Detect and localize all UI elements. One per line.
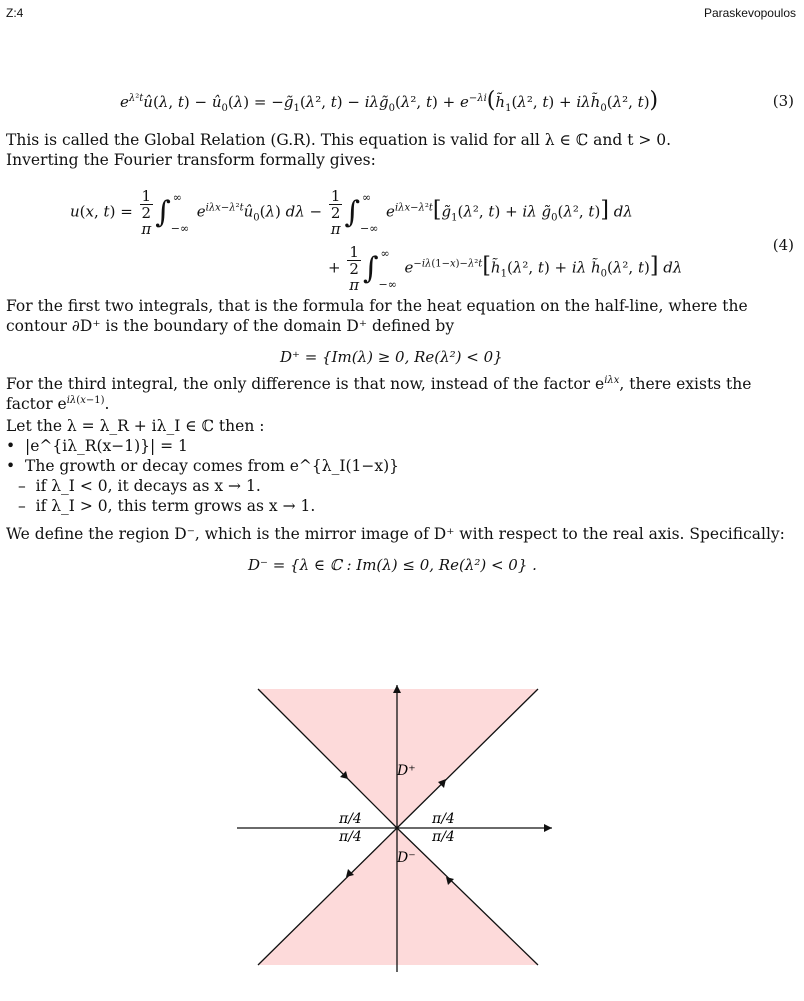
running-header-author: Paraskevopoulos — [703, 6, 796, 20]
angle-label: π/4 — [339, 811, 362, 827]
running-header-left: Z:4 — [6, 6, 24, 20]
paragraph-define-region: We define the region D⁻, which is the mirror image of D⁺ with respect to the real axis. Specifically: — [6, 525, 785, 543]
angle-label: π/4 — [432, 829, 455, 845]
dplus-label: D⁺ — [397, 763, 416, 779]
list-item: – if λ_I < 0, it decays as x → 1. — [18, 477, 261, 495]
equation-4-line-2: + 1 2 π ∫ ∞ −∞ $e^{-i\lambda(1-x)-\lambda^2t}[h̃_1(\lambda^2$, t) + iλ $h̃_0(\lambda^2$, t)] dλ — [328, 243, 683, 294]
dminus-label: D⁻ — [397, 850, 416, 866]
angle-label: π/4 — [432, 811, 455, 827]
dplus-region — [258, 689, 538, 828]
paragraph-inverting: Inverting the Fourier transform formally gives: — [6, 151, 376, 169]
paragraph-first-two-integrals: For the first two integrals, that is the formula for the heat equation on the half-line, where the contour ∂D⁺ is the boundary of the domain D⁺ defined by — [6, 297, 748, 335]
list-item: • |e^{iλ_R(x−1)}| = 1 — [6, 437, 188, 455]
dminus-definition: D⁻ = {λ ∈ ℂ : Im(λ) ≤ 0, Re(λ²) < 0} . — [248, 556, 537, 574]
equation-3-number: (3) — [772, 92, 794, 110]
list-item: • The growth or decay comes from e^{λ_I(1−x)} — [6, 457, 399, 475]
paragraph-let-lambda: Let the λ = λ_R + iλ_I ∈ ℂ then : — [6, 417, 265, 435]
equation-4-number: (4) — [772, 236, 794, 254]
angle-label: π/4 — [339, 829, 362, 845]
equation-4-line-1: u(x, t) = 1 2 π ∫ ∞ −∞ $e^{i\lambda x-\lambda^2t}û_0(\lambda) d\lambda$ − 1 2 π ∫ ∞ −∞ $e^{i\lambda x-\lambda^2t}[g̃_1(\lambda^2$, t) + iλ $g̃_0(\lambda^2$, t)] dλ — [70, 187, 633, 238]
dplus-definition: D⁺ = {Im(λ) ≥ 0, Re(λ²) < 0} — [280, 348, 503, 366]
paragraph-third-integral: For the third integral, the only difference is that now, instead of the factor $e^{i\lambda x}$, there exists the factor $e^{i\lambda(x-1)}$. — [6, 374, 752, 413]
equation-3: $e^{\lambda^2t}û(\lambda$, $t) - û_0(\lambda)$ = $-g̃_1(\lambda^2$, $t) - i\lambda g̃_0(\lambda^2$, $t) + e^{-\lambda i}(h̃_1(\lambda^2$, $t) + i\lambda h̃_0(\lambda^2$, t)) — [120, 88, 659, 114]
paragraph-global-relation: This is called the Global Relation (G.R). This equation is valid for all λ ∈ ℂ and t > 0. — [6, 131, 672, 149]
real-axis-arrow-icon — [544, 824, 552, 832]
list-item: – if λ_I > 0, this term grows as x → 1. — [18, 497, 316, 515]
dminus-region — [258, 828, 538, 965]
